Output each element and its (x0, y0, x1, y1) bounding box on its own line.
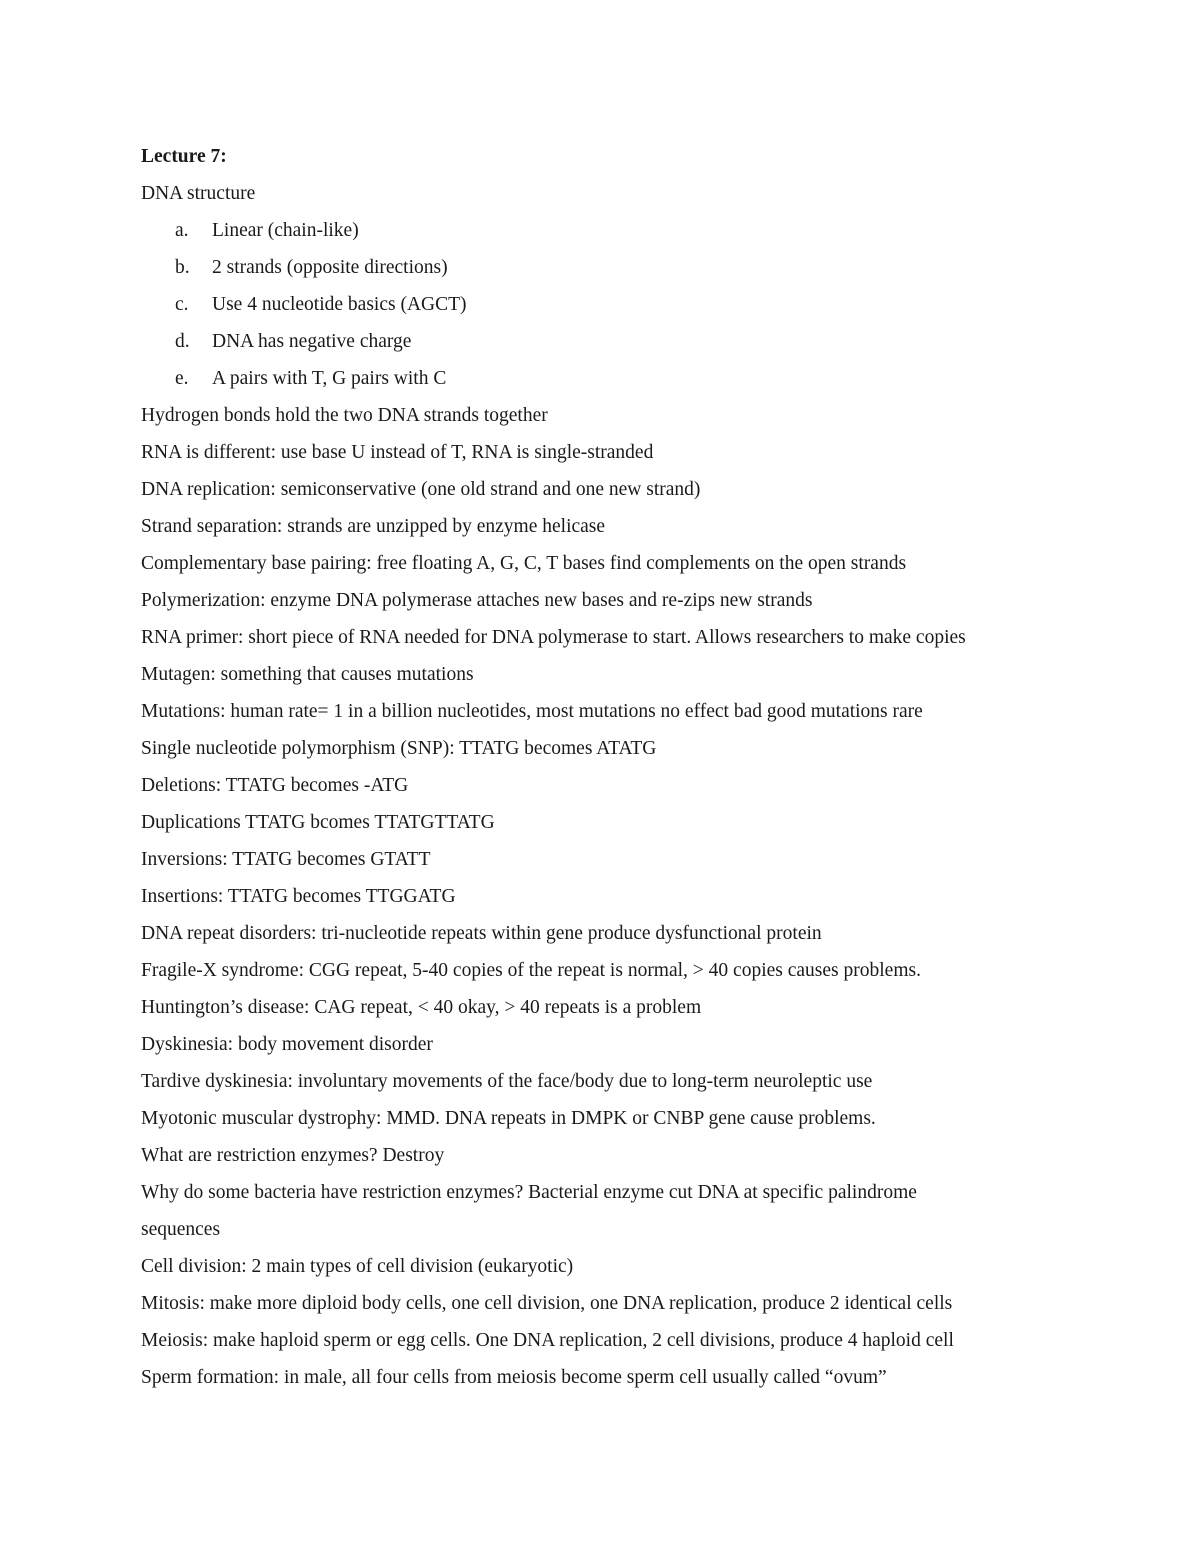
lecture-title: Lecture 7: (141, 146, 227, 167)
text-line: Fragile-X syndrome: CGG repeat, 5-40 copies of the repeat is normal, > 40 copies causes problems. (141, 960, 921, 981)
list-item (141, 286, 1141, 323)
text-line: Deletions: TTATG becomes -ATG (141, 775, 409, 796)
text-line: Complementary base pairing: free floating A, G, C, T bases find complements on the open strands (141, 553, 907, 574)
text-line: Mutagen: something that causes mutations (141, 664, 474, 685)
text-line: Inversions: TTATG becomes GTATT (141, 849, 431, 870)
document-body (141, 138, 1141, 1396)
list-marker: e. (175, 368, 189, 389)
list-marker: d. (175, 331, 190, 352)
text-line: What are restriction enzymes? Destroy (141, 1145, 445, 1166)
list-marker: b. (175, 257, 190, 278)
text-line: Duplications TTATG bcomes TTATGTTATG (141, 812, 495, 833)
section-heading: DNA structure (141, 183, 256, 204)
text-line: Why do some bacteria have restriction enzymes? Bacterial enzyme cut DNA at specific palindrome (141, 1182, 917, 1203)
text-line: Sperm formation: in male, all four cells from meiosis become sperm cell usually called “ovum” (141, 1367, 887, 1388)
list-item-text: Linear (chain-like) (212, 220, 359, 241)
list-item-text: 2 strands (opposite directions) (212, 257, 448, 278)
text-line: Myotonic muscular dystrophy: MMD. DNA repeats in DMPK or CNBP gene cause problems. (141, 1108, 876, 1129)
text-line: Mutations: human rate= 1 in a billion nucleotides, most mutations no effect bad good mutations rare (141, 701, 923, 722)
text-line: Huntington’s disease: CAG repeat, < 40 okay, > 40 repeats is a problem (141, 997, 702, 1018)
list-marker: a. (175, 220, 189, 241)
text-line: Insertions: TTATG becomes TTGGATG (141, 886, 456, 907)
list-item-text: DNA has negative charge (212, 331, 412, 352)
text-line: DNA repeat disorders: tri-nucleotide repeats within gene produce dysfunctional protein (141, 923, 822, 944)
list-marker: c. (175, 294, 189, 315)
list-item (141, 212, 1141, 249)
text-line: Cell division: 2 main types of cell division (eukaryotic) (141, 1256, 574, 1277)
text-line: RNA primer: short piece of RNA needed for DNA polymerase to start. Allows researchers to make copies (141, 627, 966, 648)
list-item-text: A pairs with T, G pairs with C (212, 368, 447, 389)
text-line: Polymerization: enzyme DNA polymerase attaches new bases and re-zips new strands (141, 590, 813, 611)
text-line: Single nucleotide polymorphism (SNP): TTATG becomes ATATG (141, 738, 657, 759)
text-line: Meiosis: make haploid sperm or egg cells. One DNA replication, 2 cell divisions, produce 4 haploid cell (141, 1330, 954, 1351)
list-item-text: Use 4 nucleotide basics (AGCT) (212, 294, 467, 315)
list-item (141, 249, 1141, 286)
text-line: Tardive dyskinesia: involuntary movements of the face/body due to long-term neuroleptic use (141, 1071, 873, 1092)
text-line: Hydrogen bonds hold the two DNA strands together (141, 405, 548, 426)
text-line: Dyskinesia: body movement disorder (141, 1034, 433, 1055)
list-item (141, 360, 1141, 397)
list-item (141, 323, 1141, 360)
text-line: sequences (141, 1219, 221, 1240)
text-line: RNA is different: use base U instead of T, RNA is single-stranded (141, 442, 654, 463)
text-line: DNA replication: semiconservative (one old strand and one new strand) (141, 479, 701, 500)
text-line: Strand separation: strands are unzipped by enzyme helicase (141, 516, 606, 537)
text-line: Mitosis: make more diploid body cells, one cell division, one DNA replication, produce 2 identical cells (141, 1293, 953, 1314)
